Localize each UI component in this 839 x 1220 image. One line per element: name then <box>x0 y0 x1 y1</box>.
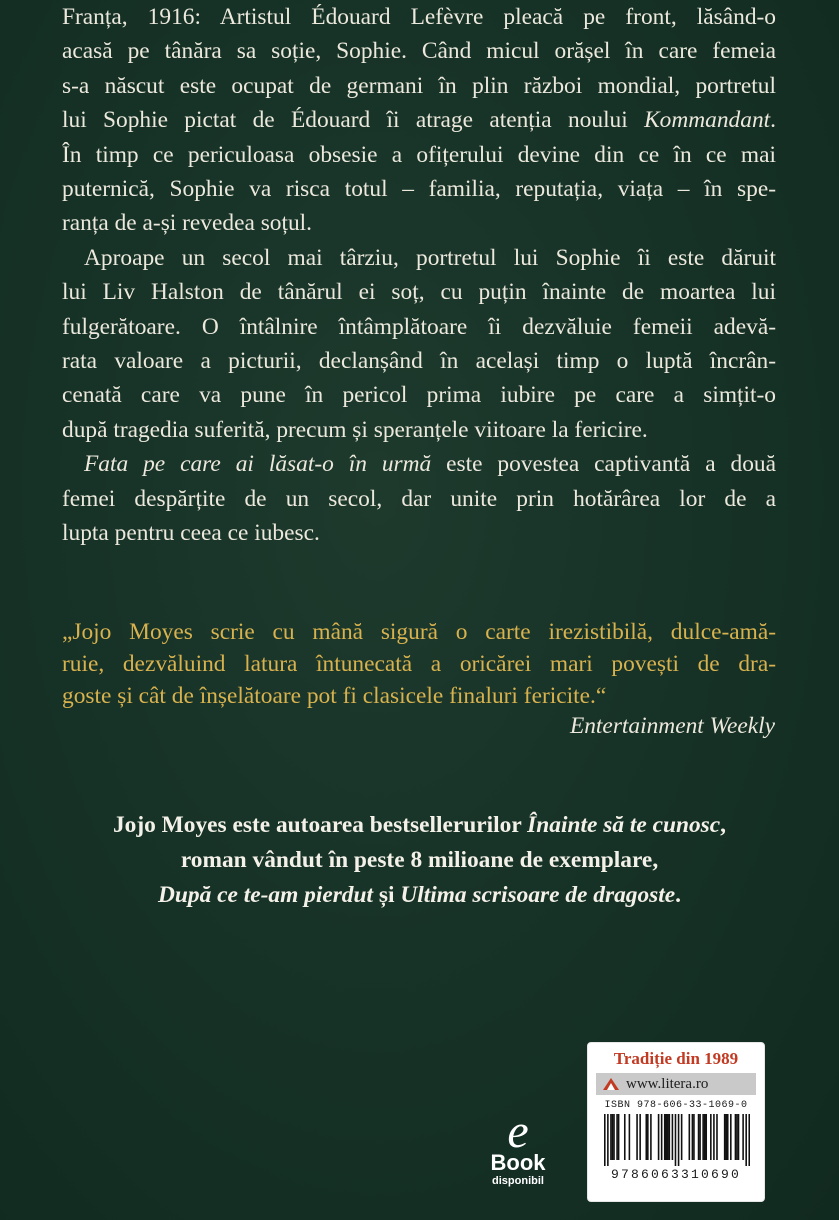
barcode-bar <box>742 1114 744 1160</box>
litera-logo-icon <box>602 1076 620 1092</box>
barcode-bar <box>693 1114 695 1160</box>
text-fragment: , <box>720 812 727 838</box>
barcode-bar <box>658 1114 660 1160</box>
book-title: Înainte să te cunosc <box>527 812 721 838</box>
text-line: acasă pe tânăra sa soție, Sophie. Când micul orășel în care femeia <box>62 38 776 65</box>
publisher-website: www.litera.ro <box>626 1075 709 1092</box>
blurb-text <box>62 0 776 551</box>
barcode-bar <box>689 1114 691 1160</box>
barcode-bar <box>629 1114 631 1160</box>
barcode-bar <box>681 1114 683 1160</box>
blurb-paragraph-2 <box>62 241 776 447</box>
text-line: lupta pentru ceea ce iubesc. <box>62 520 320 547</box>
text-fragment: lui Sophie pictat de Édouard îi atrage atenția noului <box>62 107 645 134</box>
barcode-bar <box>678 1114 680 1166</box>
barcode-bar <box>735 1114 737 1160</box>
barcode-bar <box>745 1114 747 1166</box>
text-line <box>62 447 776 481</box>
ean-digits: 9786063310690 <box>610 1167 742 1182</box>
text-line: fulgerătoare. O întâlnire întâmplătoare îi dezvăluie femeii adevă- <box>62 313 776 340</box>
text-line: Aproape un secol mai târziu, portretul lui Sophie îi este dăruit <box>84 244 776 271</box>
barcode-bar <box>730 1114 732 1160</box>
text-line: femei despărțite de un secol, dar unite prin hotărârea lor de a <box>62 485 776 512</box>
barcode-bar <box>724 1114 726 1160</box>
quote-line: ruie, dezvăluind latura întunecată a oricărei mari povești de dra- <box>62 651 776 677</box>
text-line: rata valoare a picturii, declanșând în același timp o luptă încrân- <box>62 348 776 375</box>
text-line: ranța de a-și revedea soțul. <box>62 210 313 237</box>
ebook-logo <box>483 1105 553 1208</box>
barcode-bar <box>705 1114 707 1160</box>
barcode-bar <box>645 1114 647 1160</box>
quote-source: Entertainment Weekly <box>569 713 775 739</box>
text-fragment: și <box>373 882 401 908</box>
barcode-bar <box>675 1114 677 1166</box>
barcode-bar <box>616 1114 618 1160</box>
barcode-bar <box>704 1114 706 1160</box>
text-line: Franța, 1916: Artistul Édouard Lefèvre pleacă pe front, lăsând-o <box>62 4 776 30</box>
barcode-bar <box>612 1114 614 1160</box>
barcode-bar <box>748 1114 750 1166</box>
quote-line: „Jojo Moyes scrie cu mână sigură o carte irezistibilă, dulce-amă- <box>62 619 776 645</box>
barcode-bar <box>604 1114 606 1166</box>
blurb-paragraph-1 <box>62 0 776 241</box>
barcode-panel <box>587 1042 765 1202</box>
barcode-bar <box>727 1114 729 1160</box>
barcode-bar <box>672 1114 674 1160</box>
barcode-bar <box>613 1114 615 1160</box>
italic-term: Kommandant <box>644 107 771 134</box>
barcode-bar <box>699 1114 701 1160</box>
barcode-bar <box>607 1114 609 1166</box>
text-fragment: . <box>770 107 776 134</box>
barcode-bar <box>665 1114 667 1160</box>
barcode-bar <box>725 1114 727 1160</box>
author-line <box>0 878 839 913</box>
blurb-paragraph-3 <box>62 447 776 550</box>
barcode-bar <box>692 1114 694 1160</box>
barcode-bar <box>618 1114 620 1160</box>
text-line <box>62 103 776 137</box>
text-line: s-a născut este ocupat de germani în plin război mondial, portretul <box>62 72 776 99</box>
barcode-bar <box>624 1114 626 1160</box>
author-line <box>0 808 839 843</box>
barcode-bar <box>736 1114 738 1160</box>
barcode-bar <box>702 1114 704 1160</box>
review-quote <box>62 616 776 712</box>
text-line: puternică, Sophie va risca totul – familia, reputația, viața – în spe- <box>62 176 776 203</box>
text-fragment: . <box>675 882 682 908</box>
barcode-bar <box>713 1114 715 1160</box>
barcode-bars <box>604 1114 748 1166</box>
text-line: În timp ce periculoasa obsesie a ofițerului devine din ce în ce mai <box>62 141 776 168</box>
ebook-caption: disponibil <box>492 1175 544 1187</box>
quote-line: goste și cât de înșelătoare pot fi clasicele finaluri fericite.“ <box>62 683 607 709</box>
barcode-bar <box>661 1114 663 1160</box>
barcode-bar <box>669 1114 671 1160</box>
barcode-bar <box>610 1114 612 1160</box>
barcode-bar <box>650 1114 652 1160</box>
barcode-graphic <box>604 1114 750 1166</box>
text-line: cenată care va pune în pericol prima iubire pe care a simțit-o <box>62 382 776 409</box>
publisher-tradition: Tradiție din 1989 <box>613 1049 739 1068</box>
publisher-website-bar <box>596 1073 756 1095</box>
barcode-bar <box>710 1114 712 1160</box>
ebook-e-icon: e <box>507 1105 529 1158</box>
text-fragment: este povestea captivantă a două <box>431 451 776 478</box>
barcode-bar <box>664 1114 666 1160</box>
isbn-label: ISBN 978-606-33-1069-0 <box>604 1100 748 1111</box>
barcode-bar <box>716 1114 718 1160</box>
book-title: Fata pe care ai lăsat-o în urmă <box>84 451 432 478</box>
barcode-bar <box>667 1114 669 1160</box>
ebook-word: Book <box>490 1150 546 1175</box>
book-title: Ultima scrisoare de dragoste <box>400 882 676 908</box>
text-fragment: Jojo Moyes este autoarea bestsellerurilor <box>112 812 528 838</box>
author-bio <box>0 808 839 913</box>
text-line: lui Liv Halston de tânărul ei soț, cu puțin înainte de moartea lui <box>62 279 776 306</box>
text-line: după tragedia suferită, precum și speranțele viitoare la fericire. <box>62 416 648 443</box>
book-title: După ce te-am pierdut <box>157 882 374 908</box>
barcode-bar <box>636 1114 638 1160</box>
author-line: roman vândut în peste 8 milioane de exemplare, <box>180 847 659 873</box>
barcode-bar <box>738 1114 740 1160</box>
barcode-bar <box>698 1114 700 1160</box>
barcode-bar <box>647 1114 649 1160</box>
barcode-bar <box>639 1114 641 1160</box>
